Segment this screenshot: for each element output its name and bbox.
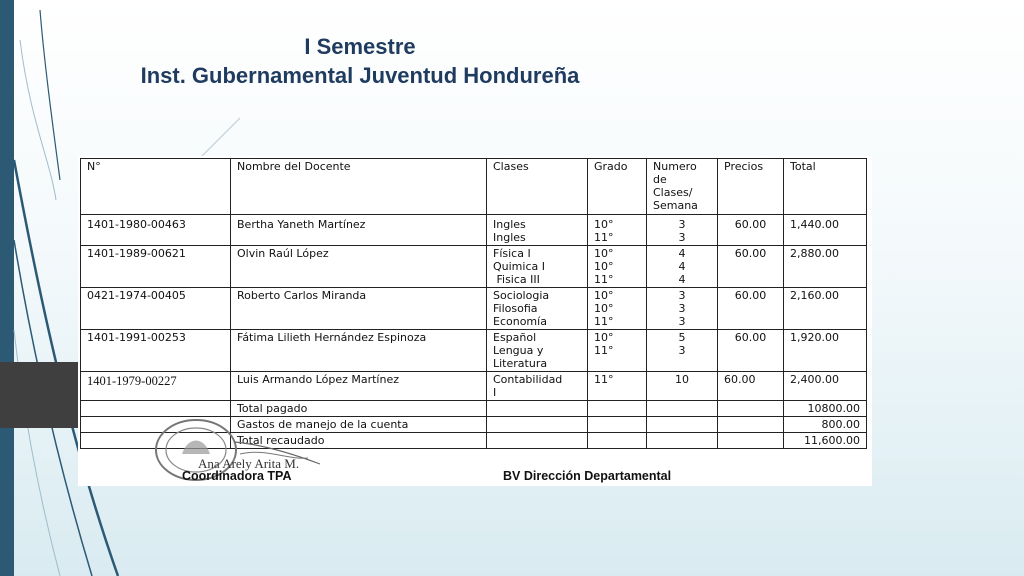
clase-item: Sociologia [493, 289, 550, 302]
row-clases [487, 330, 588, 372]
row-total: 2,880.00 [784, 246, 867, 288]
header-numero-line: Numero [653, 160, 697, 173]
row-id: 1401-1979-00227 [81, 372, 231, 401]
clase-item: Fisica III [493, 273, 540, 286]
row-id: 0421-1974-00405 [81, 288, 231, 330]
header-clases: Clases [487, 159, 588, 215]
grado-item: 10° [594, 260, 614, 273]
summary-label: Gastos de manejo de la cuenta [231, 417, 487, 433]
payment-table [80, 158, 867, 449]
empty-cell [487, 417, 588, 433]
numero-item: 4 [678, 247, 686, 260]
numero-item: 3 [678, 315, 686, 328]
scanned-report [78, 156, 872, 486]
header-numero-line: Semana [653, 199, 698, 212]
clase-item: I [493, 386, 497, 399]
clase-item: Español [493, 331, 537, 344]
clase-item: Física I [493, 247, 531, 260]
signature-role-left: Coordinadora TPA [182, 469, 292, 483]
table-row [81, 330, 867, 372]
numero-item: 3 [678, 218, 686, 231]
row-grados [588, 288, 647, 330]
row-name: Roberto Carlos Miranda [231, 288, 487, 330]
grado-item: 11° [594, 315, 614, 328]
row-precio: 60.00 [718, 330, 784, 372]
empty-cell [647, 401, 718, 417]
signature-role-right: BV Dirección Departamental [503, 469, 672, 483]
table-header-row [81, 159, 867, 215]
table-row [81, 246, 867, 288]
row-numero [647, 215, 718, 246]
title-line-1: I Semestre [304, 34, 416, 59]
header-numero-line: de [653, 173, 667, 186]
grado-item: 10° [594, 289, 614, 302]
title-line-2: Inst. Gubernamental Juventud Hondureña [140, 63, 580, 88]
row-name: Bertha Yaneth Martínez [231, 215, 487, 246]
row-grados: 11° [588, 372, 647, 401]
empty-cell [647, 433, 718, 449]
row-id: 1401-1991-00253 [81, 330, 231, 372]
row-numero [647, 330, 718, 372]
grado-item: 11° [594, 344, 614, 357]
numero-item: 4 [678, 273, 686, 286]
header-precios: Precios [718, 159, 784, 215]
empty-cell [487, 433, 588, 449]
header-grado: Grado [588, 159, 647, 215]
numero-item: 5 [678, 331, 686, 344]
clase-item: Ingles [493, 218, 526, 231]
row-name: Olvin Raúl López [231, 246, 487, 288]
empty-cell [718, 401, 784, 417]
numero-item: 3 [678, 344, 686, 357]
row-id: 1401-1980-00463 [81, 215, 231, 246]
empty-cell [718, 417, 784, 433]
header-num: N° [81, 159, 231, 215]
empty-cell [718, 433, 784, 449]
empty-cell [588, 417, 647, 433]
row-numero [647, 288, 718, 330]
table-row [81, 372, 867, 401]
row-precio: 60.00 [718, 372, 784, 401]
numero-item: 3 [678, 289, 686, 302]
summary-value: 11,600.00 [784, 433, 867, 449]
summary-value: 800.00 [784, 417, 867, 433]
empty-cell [647, 417, 718, 433]
header-numero-line: Clases/ [653, 186, 693, 199]
grado-item: 11° [594, 273, 614, 286]
table-row [81, 215, 867, 246]
row-grados [588, 330, 647, 372]
row-grados [588, 215, 647, 246]
numero-item: 4 [678, 260, 686, 273]
header-total: Total [784, 159, 867, 215]
table-row [81, 288, 867, 330]
row-total: 1,920.00 [784, 330, 867, 372]
grado-item: 10° [594, 247, 614, 260]
row-total: 1,440.00 [784, 215, 867, 246]
header-numero [647, 159, 718, 215]
row-clases [487, 372, 588, 401]
row-grados [588, 246, 647, 288]
summary-label: Total pagado [231, 401, 487, 417]
clase-item: Filosofia [493, 302, 538, 315]
slide-title [60, 32, 660, 90]
row-clases [487, 246, 588, 288]
empty-cell [588, 433, 647, 449]
empty-cell [588, 401, 647, 417]
clase-item: Contabilidad [493, 373, 563, 386]
empty-cell [487, 401, 588, 417]
row-clases [487, 288, 588, 330]
summary-value: 10800.00 [784, 401, 867, 417]
row-precio: 60.00 [718, 246, 784, 288]
row-clases [487, 215, 588, 246]
row-total: 2,400.00 [784, 372, 867, 401]
summary-label: Total recaudado [231, 433, 487, 449]
grado-item: 10° [594, 302, 614, 315]
row-numero: 10 [647, 372, 718, 401]
clase-item: Literatura [493, 357, 548, 370]
side-dark-block [0, 362, 78, 428]
row-precio: 60.00 [718, 215, 784, 246]
row-numero [647, 246, 718, 288]
row-name: Fátima Lilieth Hernández Espinoza [231, 330, 487, 372]
grado-item: 10° [594, 331, 614, 344]
header-docente: Nombre del Docente [231, 159, 487, 215]
row-id: 1401-1989-00621 [81, 246, 231, 288]
row-total: 2,160.00 [784, 288, 867, 330]
grado-item: 10° [594, 218, 614, 231]
row-precio: 60.00 [718, 288, 784, 330]
numero-item: 3 [678, 302, 686, 315]
grado-item: 11° [594, 231, 614, 244]
row-name: Luis Armando López Martínez [231, 372, 487, 401]
clase-item: Lengua y [493, 344, 544, 357]
clase-item: Economía [493, 315, 547, 328]
signature-name: Ana Arely Arita M. [198, 456, 300, 471]
clase-item: Ingles [493, 231, 526, 244]
clase-item: Quimica I [493, 260, 545, 273]
numero-item: 3 [678, 231, 686, 244]
